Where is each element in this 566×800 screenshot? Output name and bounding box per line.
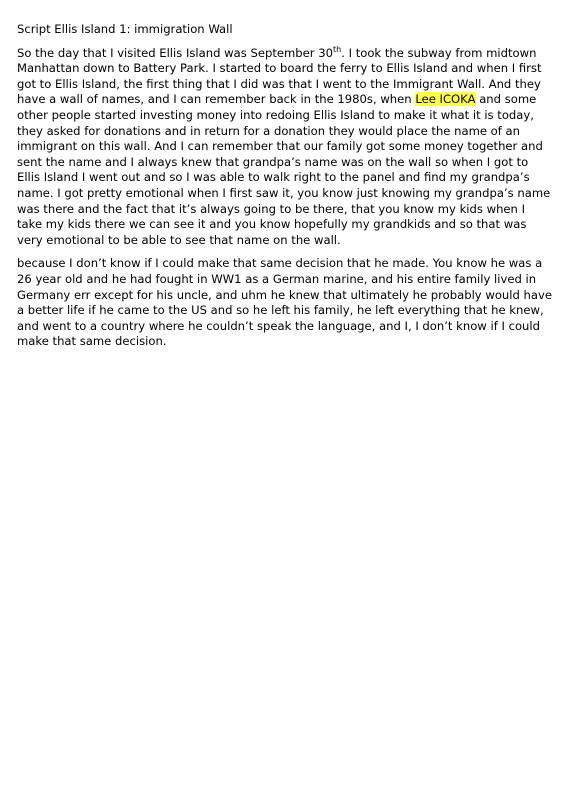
paragraph-1-text-b: . I took the subway from midtown Manhattan down to Battery Park. I started to board the ferry to Ellis Island and when I first got to Ellis Island, the first thing that I did was that I went to the Immigrant Wall. And they have a wall of names, and I can remember back in the 1980s, when	[17, 45, 542, 107]
ordinal-superscript: th	[333, 44, 342, 54]
paragraph-1-text-a: So the day that I visited Ellis Island was September 30	[17, 45, 333, 60]
paragraph-1	[17, 46, 552, 249]
paragraph-1-text-c: and some other people started investing money into redoing Ellis Island to make it what it is today, they asked for donations and in return for a donation they would place the name of an immigrant on this wall. And I can remember that our family got some money together and sent the name and I always knew that grandpa’s name was on the wall so when I got to Ellis Island I went out and so I was able to walk right to the panel and find my grandpa’s name. I got pretty emotional when I first saw it, you know just knowing my grandpa’s name was there and the fact that it’s always going to be there, that you know my kids when I take my kids there we can see it and you know hopefully my grandkids and so that was very emotional to be able to see that name on the wall.	[17, 92, 551, 247]
highlighted-name: Lee ICOKA	[415, 92, 476, 107]
document-page	[17, 22, 552, 358]
paragraph-2: because I don’t know if I could make that same decision that he made. You know he was a 26 year old and he had fought in WW1 as a German marine, and his entire family lived in Germany err except for his uncle, and uhm he knew that ultimately he probably would have a better life if he came to the US and so he left his family, he left everything that he knew, and went to a country where he couldn’t speak the language, and I, I don’t know if I could make that same decision.	[17, 256, 552, 349]
document-title: Script Ellis Island 1: immigration Wall	[17, 22, 233, 36]
